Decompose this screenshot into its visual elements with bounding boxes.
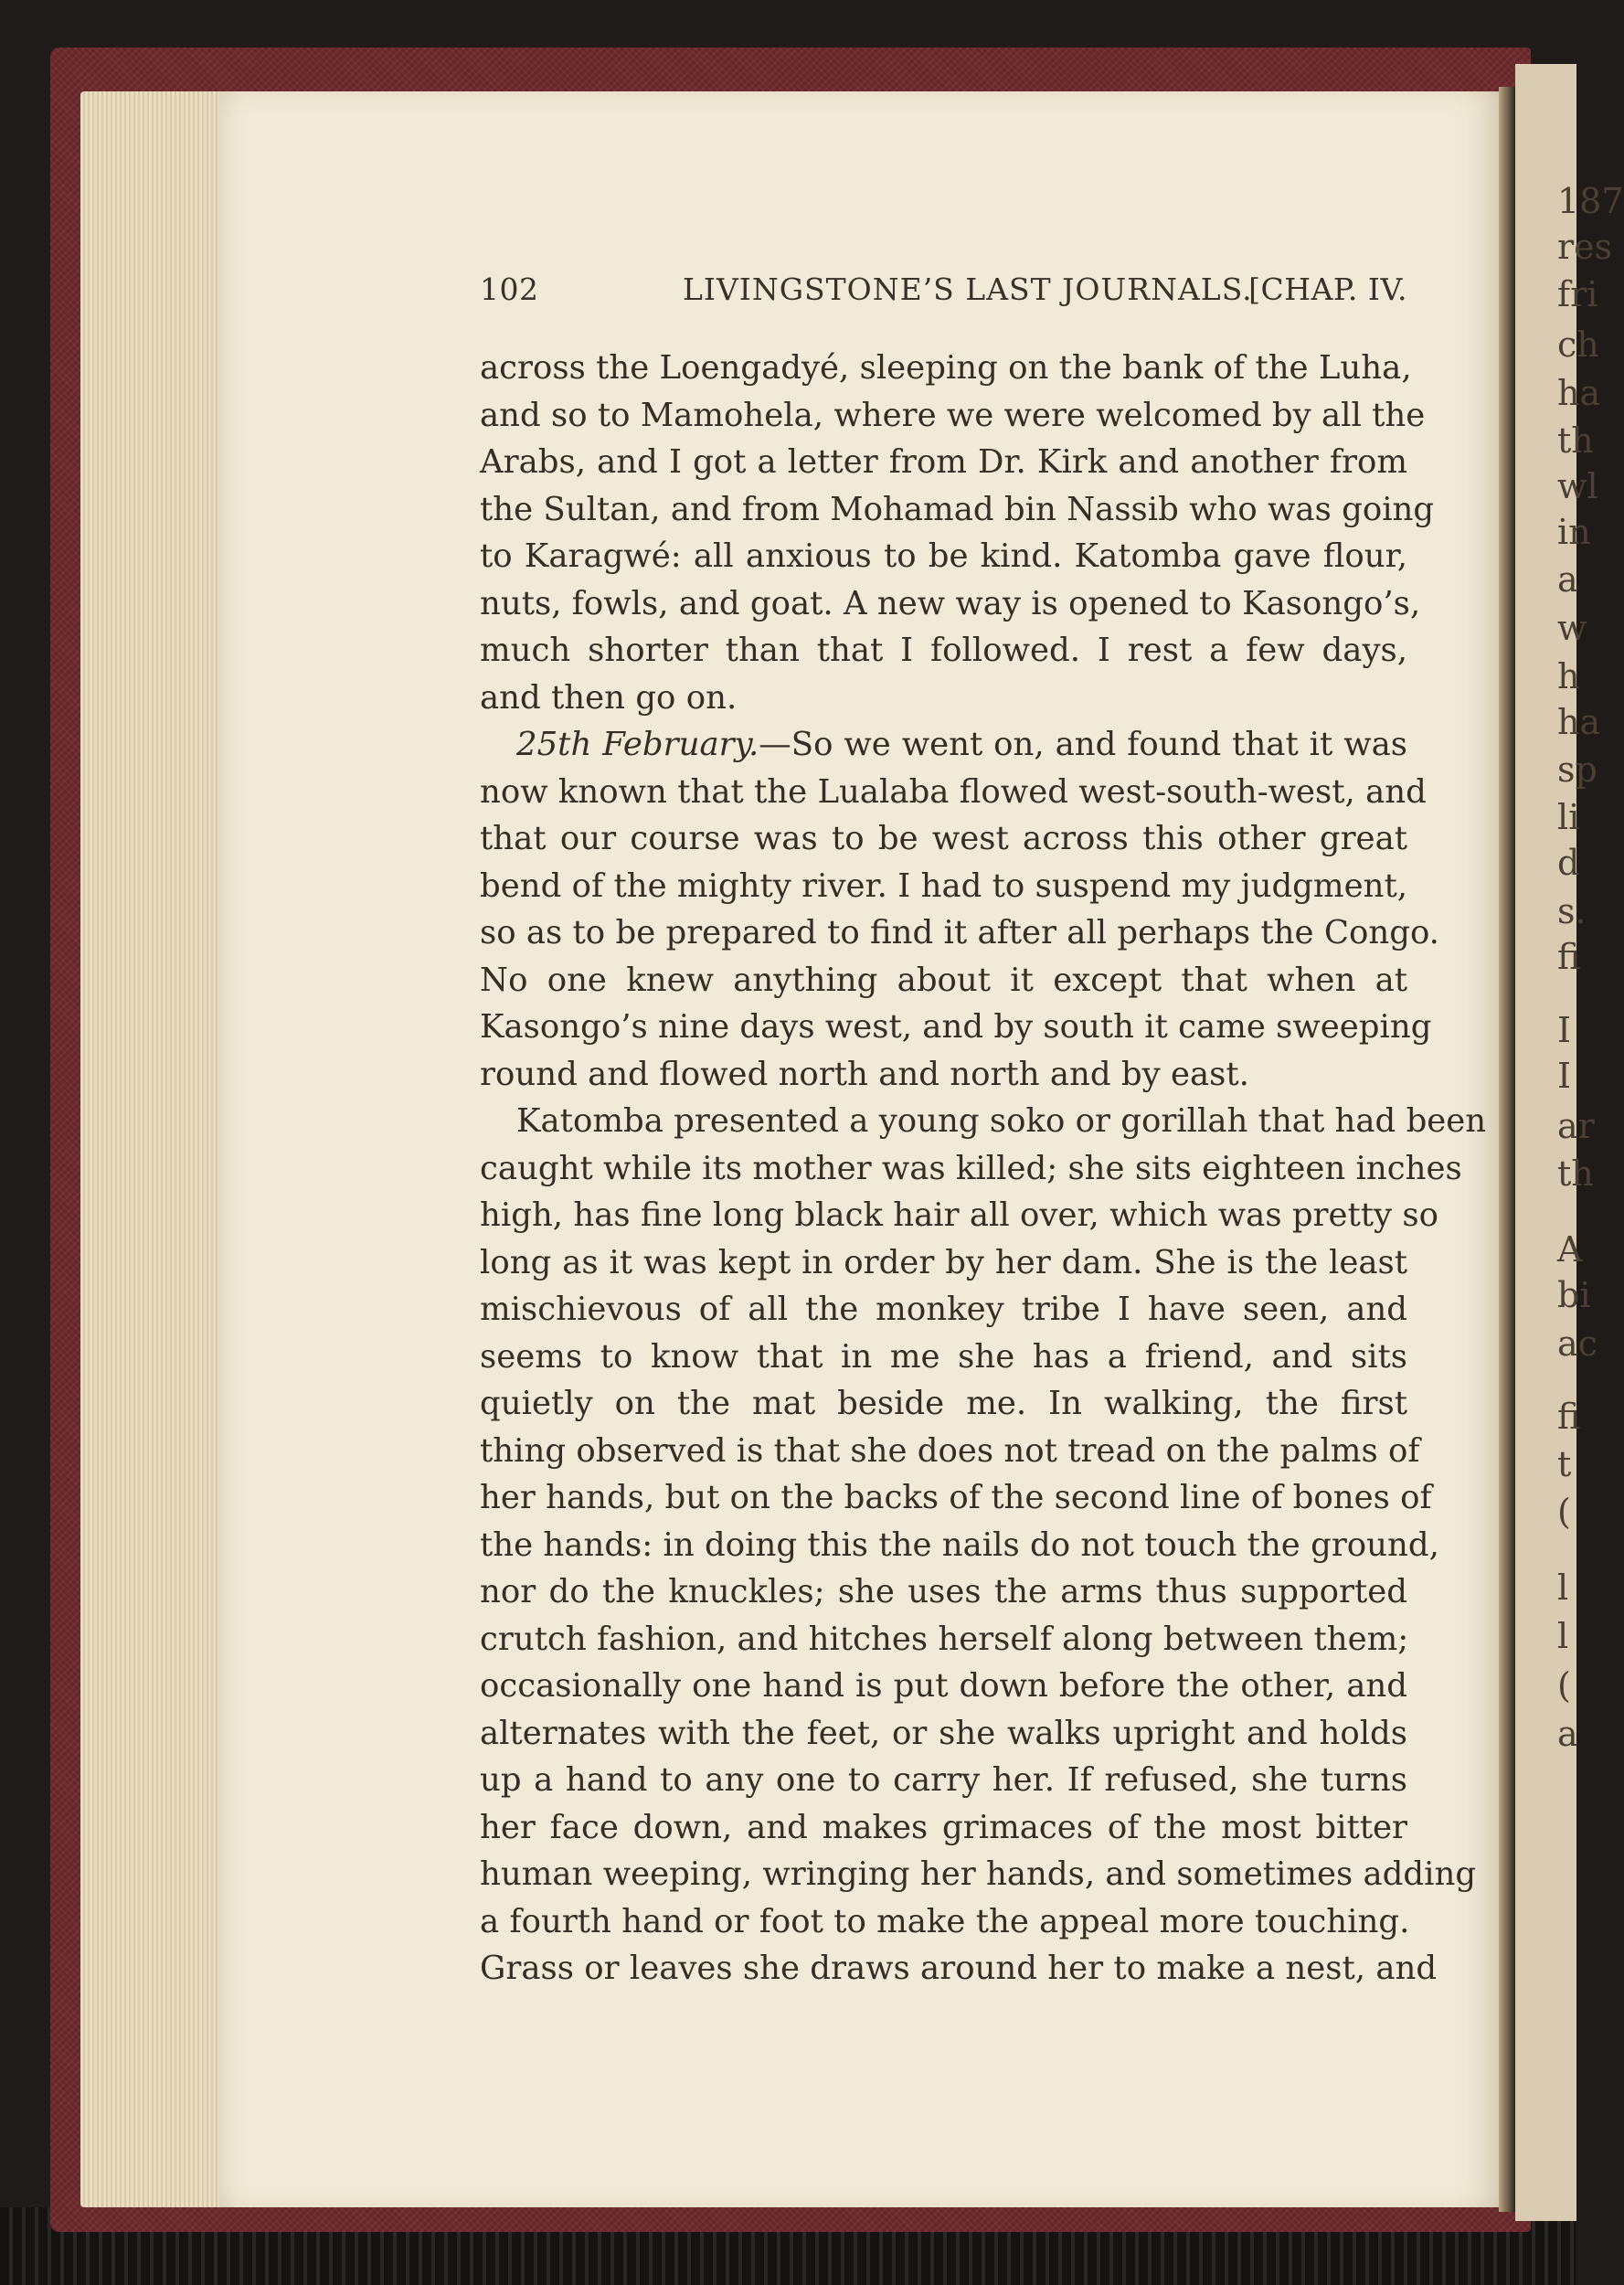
running-head — [480, 271, 1407, 317]
text-line: her face down, and makes grimaces of the most bitter — [480, 1808, 1407, 1846]
page-body — [480, 345, 1487, 2017]
text-line: her hands, but on the backs of the second line of bones of — [480, 1479, 1432, 1516]
text-line: nuts, fowls, and goat. A new way is opened to Kasongo’s, — [480, 584, 1421, 622]
facing-page-fragment: ac — [1557, 1323, 1597, 1364]
text-line: a fourth hand or foot to make the appeal more touching. — [480, 1902, 1410, 1940]
facing-page-fragment: th — [1557, 420, 1594, 461]
text-line: long as it was kept in order by her dam. She is the least — [480, 1243, 1407, 1281]
text-line: Kasongo’s nine days west, and by south it came sweeping — [480, 1008, 1432, 1046]
facing-page-fragment: res — [1557, 227, 1613, 267]
facing-page-fragment: in — [1557, 512, 1591, 552]
text-line: alternates with the feet, or she walks upright and holds — [480, 1714, 1407, 1752]
facing-page-fragment: I — [1557, 1010, 1572, 1050]
facing-page-edge — [1515, 64, 1624, 2221]
text-line: human weeping, wringing her hands, and sometimes adding — [480, 1855, 1477, 1893]
facing-page-fragment: ( — [1557, 1665, 1571, 1706]
facing-page-fragment: wl — [1557, 466, 1598, 506]
facing-page-fragment: s. — [1557, 891, 1587, 931]
facing-page-fragment: h — [1557, 656, 1580, 696]
text-line: caught while its mother was killed; she sits eighteen inches — [480, 1149, 1462, 1187]
text-line: thing observed is that she does not tread on the palms of — [480, 1431, 1420, 1470]
facing-page-fragment: bi — [1557, 1275, 1591, 1315]
text-line: so as to be prepared to find it after all perhaps the Congo. — [480, 914, 1439, 951]
facing-page-fragment: l — [1557, 1568, 1569, 1608]
facing-page-fragment: th — [1557, 1153, 1594, 1194]
text-line: high, has fine long black hair all over, which was pretty so — [480, 1196, 1438, 1234]
text-line: to Karagwé: all anxious to be kind. Katomba gave flour, — [480, 537, 1407, 575]
text-line: across the Loengadyé, sleeping on the bank of the Luha, — [480, 349, 1412, 387]
text-line: crutch fashion, and hitches herself along between them; — [480, 1620, 1409, 1658]
text-line: nor do the knuckles; she uses the arms thus supported — [480, 1573, 1407, 1610]
facing-page-fragment: w — [1557, 608, 1587, 648]
text-line: and so to Mamohela, where we were welcomed by all the — [480, 396, 1426, 434]
facing-page-fragment: ( — [1557, 1492, 1571, 1532]
text-line: No one knew anything about it except that when at — [480, 961, 1407, 999]
text-line: bend of the mighty river. I had to suspend my judgment, — [480, 866, 1407, 905]
facing-page-fragment: l — [1557, 1616, 1569, 1656]
facing-page-fragment: fi — [1557, 1397, 1581, 1437]
facing-page-fragment: a — [1557, 1714, 1578, 1754]
facing-page-fragment: ha — [1557, 373, 1601, 413]
text-line: that our course was to be west across this other great — [480, 820, 1407, 857]
facing-page-fragment: ar — [1557, 1106, 1595, 1146]
journal-date: 25th February. — [516, 726, 759, 763]
text-line: much shorter than that I followed. I rest a few days, — [480, 632, 1407, 669]
facing-page-fragment: ch — [1557, 324, 1599, 365]
text-line: the hands: in doing this the nails do not touch the ground, — [480, 1525, 1439, 1564]
text-line: occasionally one hand is put down before the other, and — [480, 1667, 1407, 1705]
text-line: round and flowed north and north and by east. — [480, 1055, 1249, 1093]
facing-page-fragment: fri — [1557, 274, 1598, 314]
chapter-reference: [CHAP. IV. — [1248, 271, 1407, 307]
text-line: the Sultan, and from Mohamad bin Nassib who was going — [480, 490, 1435, 528]
text-line: quietly on the mat beside me. In walking, the first — [480, 1385, 1407, 1422]
page-number: 102 — [480, 271, 539, 307]
book-gutter — [1499, 87, 1515, 2212]
text-line: mischievous of all the monkey tribe I have seen, and — [480, 1291, 1407, 1328]
facing-page-fragment: fi — [1557, 937, 1581, 977]
facing-page-fragment: ha — [1557, 702, 1601, 742]
facing-page-fragment: 187 — [1557, 181, 1624, 221]
paragraph-first-line — [480, 721, 1407, 769]
running-title: LIVINGSTONE’S LAST JOURNALS. — [683, 271, 1253, 307]
facing-page-fragment: A — [1557, 1229, 1583, 1270]
text-line: and then go on. — [480, 678, 738, 717]
facing-page-fragment: sp — [1557, 749, 1597, 790]
text-line: Grass or leaves she draws around her to make a nest, and — [480, 1950, 1438, 1987]
facing-page-fragment: t — [1557, 1444, 1572, 1484]
text-line: seems to know that in me she has a friend, and sits — [480, 1337, 1407, 1376]
paragraph-first-line: Katomba presented a young soko or gorillah that had been — [516, 1102, 1487, 1140]
paragraph-text: —So we went on, and found that it was — [759, 726, 1407, 763]
text-line: now known that the Lualaba flowed west-south-west, and — [480, 772, 1427, 811]
page-edges — [80, 91, 227, 2207]
facing-page-fragment: I — [1557, 1056, 1572, 1096]
text-line: Arabs, and I got a letter from Dr. Kirk and another from — [480, 443, 1407, 481]
facing-page-fragment: d — [1557, 843, 1580, 883]
facing-page-fragment: a — [1557, 559, 1578, 600]
facing-page-fragment: li — [1557, 797, 1580, 837]
text-line: up a hand to any one to carry her. If refused, she turns — [480, 1761, 1407, 1799]
